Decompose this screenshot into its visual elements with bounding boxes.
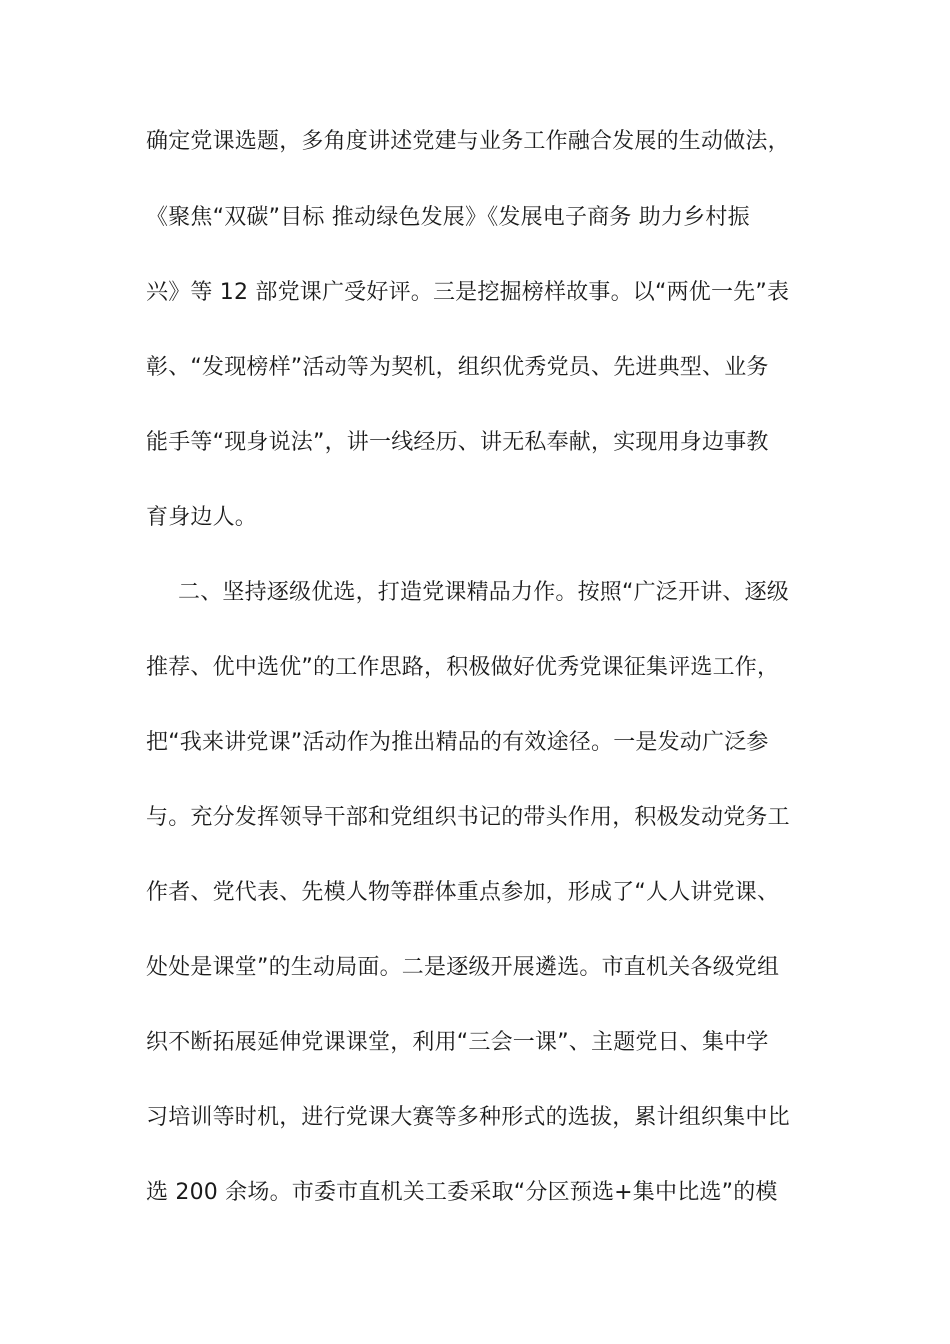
text-line: 确定党课选题，多角度讲述党建与业务工作融合发展的生动做法， [146, 129, 790, 154]
text-line: 把“我来讲党课”活动作为推出精品的有效途径。一是发动广泛参 [146, 730, 769, 755]
text-line: 与。充分发挥领导干部和党组织书记的带头作用，积极发动党务工 [146, 805, 790, 830]
text-line: 《聚焦“双碳”目标 推动绿色发展》《发展电子商务 助力乡村振 [146, 205, 750, 230]
section-heading-line: 二、坚持逐级优选，打造党课精品力作。按照“广泛开讲、逐级 [178, 580, 789, 605]
text-line: 兴》等 12 部党课广受好评。三是挖掘榜样故事。以“两优一先”表 [146, 280, 790, 305]
text-line: 处处是课堂”的生动局面。二是逐级开展遴选。市直机关各级党组 [146, 955, 780, 980]
text-line: 作者、党代表、先模人物等群体重点参加，形成了“人人讲党课、 [146, 880, 780, 905]
text-line: 彰、“发现榜样”活动等为契机，组织优秀党员、先进典型、业务 [146, 355, 769, 380]
text-line: 育身边人。 [146, 505, 258, 530]
text-line: 能手等“现身说法”，讲一线经历、讲无私奉献，实现用身边事教 [146, 430, 769, 455]
text-line: 选 200 余场。市委市直机关工委采取“分区预选+集中比选”的模 [146, 1180, 778, 1205]
text-line: 织不断拓展延伸党课课堂，利用“三会一课”、主题党日、集中学 [146, 1030, 769, 1055]
text-line: 推荐、优中选优”的工作思路，积极做好优秀党课征集评选工作， [146, 655, 780, 680]
text-line: 习培训等时机，进行党课大赛等多种形式的选拔，累计组织集中比 [146, 1105, 790, 1130]
